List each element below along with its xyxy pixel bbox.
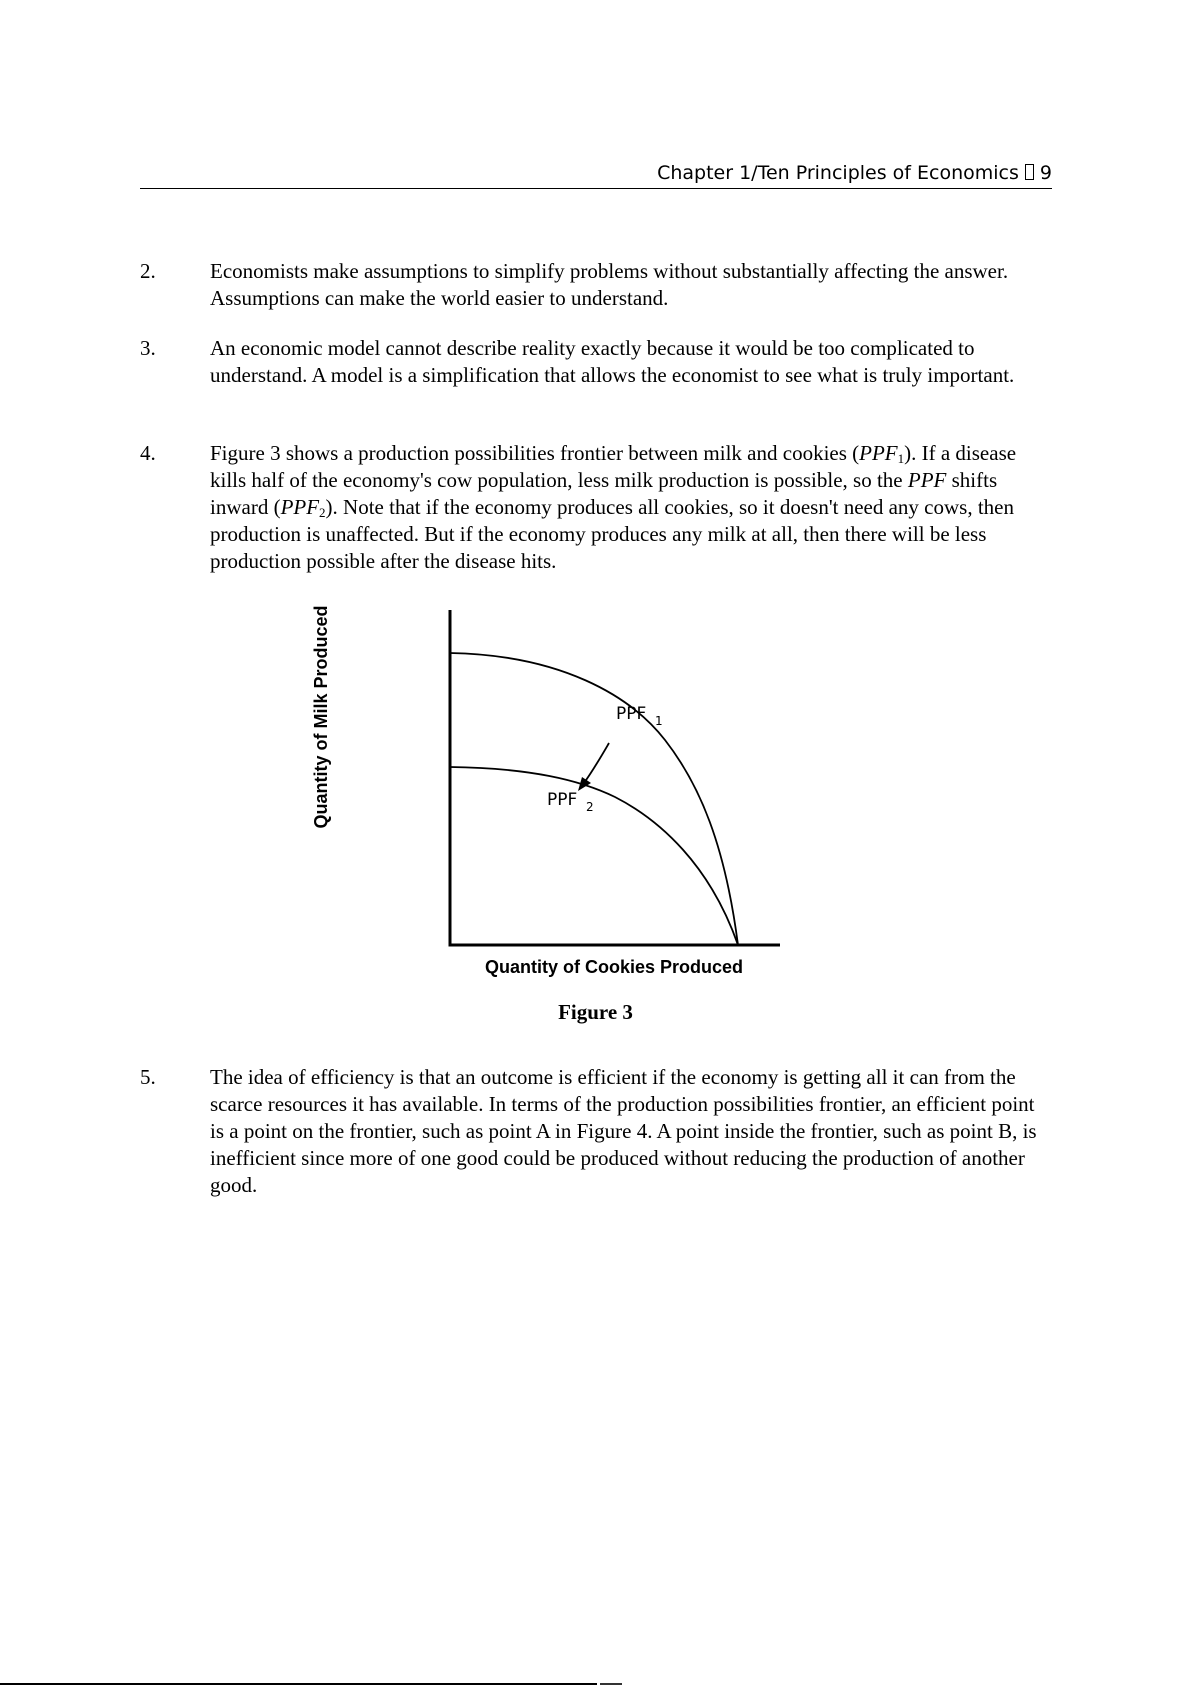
item-text: Figure 3 shows a production possibilities frontier between milk and cookies $(PPF_1)$. If a disease kills half of the economy's cow population, less milk production is possible, so the PPF shifts inward $(PPF_2)$. Note that if the economy produces all cookies, so it doesn't need any cows, then production is unaffected. But if the economy produces any milk at all, then there will be less production possible after the disease hits. bbox=[210, 441, 1017, 573]
figure-caption: Figure 3 bbox=[558, 1000, 633, 1024]
ppf2-curve bbox=[450, 767, 738, 945]
item-text: An economic model cannot describe reality exactly because it would be too complicated to understand. A model is a simplification that allows the economist to see what is truly important. bbox=[210, 336, 1015, 387]
item-text: Economists make assumptions to simplify problems without substantially affecting the answer. Assumptions can make the world easier to understand. bbox=[210, 259, 1009, 310]
list-item-3 bbox=[140, 335, 1052, 389]
missing-glyph-icon bbox=[1025, 164, 1034, 180]
y-axis-label: Quantity of Milk Produced bbox=[311, 605, 331, 829]
item-text: The idea of efficiency is that an outcome is efficient if the economy is getting all it can from the scarce resources it has available. In terms of the production possibilities frontier, an efficient point is a point on the frontier, such as point A in Figure 4. A point inside the frontier, such as point B, is inefficient since more of one good could be produced without reducing the production of another good. bbox=[210, 1065, 1037, 1197]
x-axis-label: Quantity of Cookies Produced bbox=[484, 957, 744, 977]
item-number: 2. bbox=[140, 259, 156, 283]
shift-arrow bbox=[584, 743, 609, 783]
ppf2-label: PPF bbox=[547, 790, 578, 810]
page-number: 9 bbox=[1039, 162, 1052, 184]
ppf1-label: PPF bbox=[616, 704, 647, 724]
ppf1-subscript: 1 bbox=[655, 714, 663, 728]
running-header bbox=[140, 158, 1052, 189]
item-number: 4. bbox=[140, 441, 156, 465]
list-item-2 bbox=[140, 258, 1052, 312]
item-number: 3. bbox=[140, 336, 156, 360]
running-title: Chapter 1/Ten Principles of Economics bbox=[657, 162, 1019, 184]
list-item-5 bbox=[140, 1064, 1052, 1199]
item-number: 5. bbox=[140, 1065, 156, 1089]
ppf1-curve bbox=[450, 653, 738, 945]
ppf2-subscript: 2 bbox=[586, 800, 594, 814]
list-item-4 bbox=[140, 440, 1052, 575]
figure-3-ppf-chart bbox=[311, 605, 790, 977]
